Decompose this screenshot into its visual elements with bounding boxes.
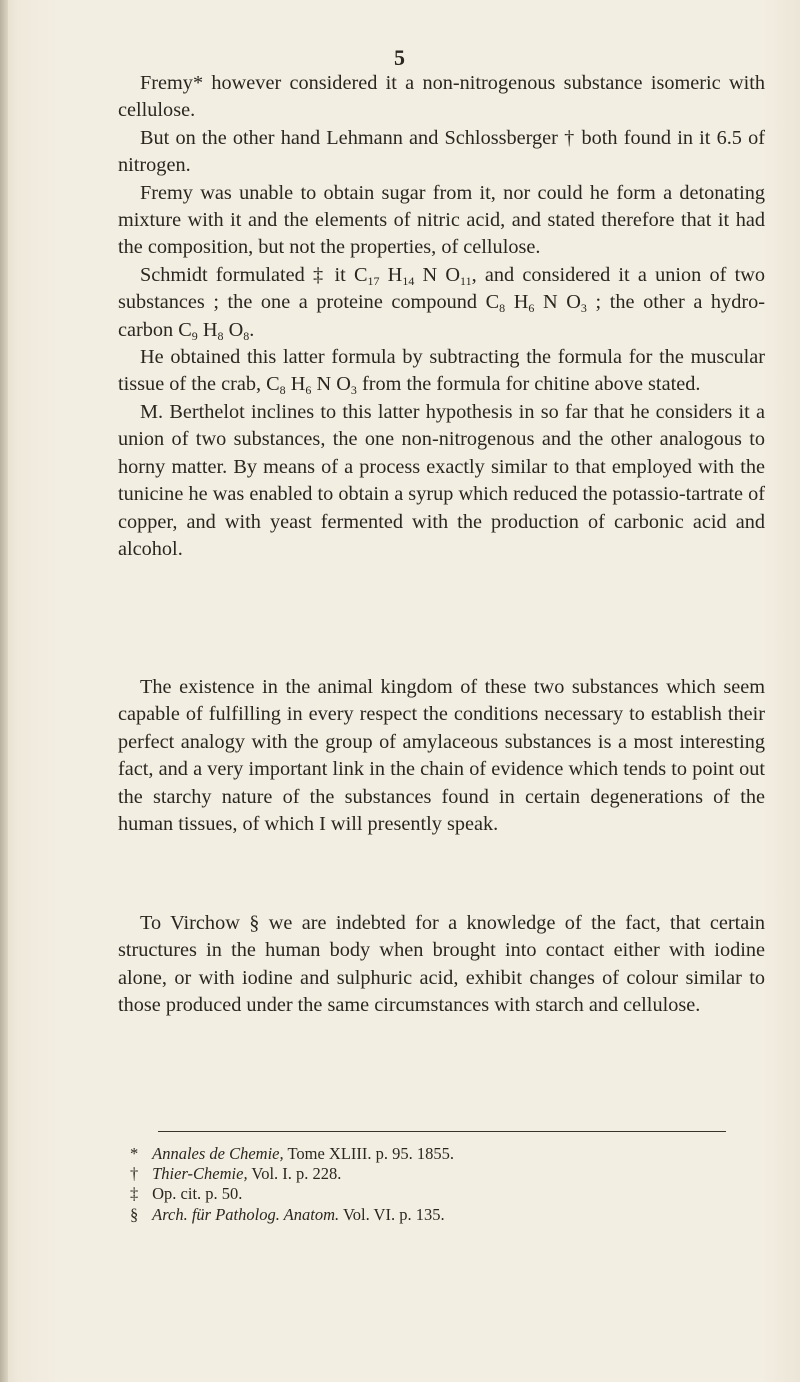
footnote-divider (158, 1131, 726, 1132)
formula-hydrocarbon: $C_9$ $H_8$ $O_8$ (178, 318, 250, 343)
footnote-detail: Op. cit. p. 50. (152, 1184, 243, 1204)
existence-text-block (118, 674, 765, 838)
paragraph-virchow: To Virchow § we are indebted for a knowledge of the fact, that certain structures in the human body when brought into contact either with iodine alone, or with iodine and sulphuric acid, exhibit changes of colour similar to those produced under the same circumstances with starch and cellulose. (118, 912, 765, 1017)
page-edge-shadow (0, 0, 8, 1382)
footnote-detail: Vol. I. p. 228. (251, 1164, 342, 1184)
schmidt-mid-text: , and considered it a union of two substances ; the one a proteine compound (118, 263, 765, 314)
footnote-detail: Tome XLIII. p. 95. 1855. (287, 1144, 455, 1163)
footnote-mark: * (130, 1144, 139, 1163)
page-number: 5 (394, 45, 406, 70)
paragraph-fremy-unable: Fremy was unable to obtain sugar from it, nor could he form a detonating mixture with it and the elements of nitric acid, and stated therefore that it had the composition, but not the properties, of cellulose. (118, 181, 765, 259)
footnote-source: Arch. für Patholog. Anatom. (152, 1204, 340, 1224)
footnote-source: Thier-Chemie, (152, 1164, 248, 1184)
schmidt-sep-text: ; the other a hydro-carbon (118, 291, 765, 341)
footnote-mark: § (130, 1204, 139, 1224)
subtract-end-text: from the formula for chitine above stated. (361, 373, 701, 396)
schmidt-intro-text: Schmidt formulated ‡ it (140, 263, 346, 286)
formula-crab: $C_8$ $H_6$ N $O_3$ (266, 373, 357, 398)
main-text-block (118, 70, 765, 563)
footnote-detail: Vol. VI. p. 135. (342, 1204, 445, 1224)
footnote-source: Annales de Chemie, (152, 1144, 284, 1163)
footnote-archiv (130, 1205, 750, 1225)
footnote-mark: † (130, 1164, 139, 1184)
subtract-start-text: He obtained this latter formula by subtracting the formula for the muscular tissue of the crab, (118, 346, 765, 396)
footnote-mark: ‡ (130, 1184, 139, 1204)
paragraph-fremy-isomeric: Fremy* however considered it a non-nitrogenous substance isomeric with cellulose. (118, 72, 765, 122)
paragraph-berthelot: M. Berthelot inclines to this latter hypothesis in so far that he considers it a union of two substances, the one non-nitrogenous and the other analogous to horny matter. By means of a process exactly similar to that employed with the tunicine he was enabled to obtain a syrup which reduced the potassio-tartrate of copper, and with yeast fermented with the production of carbonic acid and alcohol. (118, 400, 765, 560)
footnote-thier-chemie (130, 1164, 750, 1184)
formula-proteine: $C_8$ $H_6$ N $O_3$ (485, 291, 587, 316)
paragraph-lehmann: But on the other hand Lehmann and Schlossberger † both found in it 6.5 of nitrogen. (118, 126, 765, 177)
schmidt-end-text: . (249, 318, 255, 341)
footnote-op-cit (130, 1184, 750, 1204)
footnote-annales (130, 1144, 750, 1164)
virchow-text-block (118, 910, 765, 1020)
paragraph-schmidt (118, 262, 765, 344)
paragraph-existence: The existence in the animal kingdom of these two substances which seem capable of fulfilling in every respect the conditions necessary to establish their perfect analogy with the group of amylaceous substances is a most interesting fact, and a very important link in the chain of evidence which tends to point out the starchy nature of the substances found in certain degenerations of the human tissues, of which I will presently speak. (118, 676, 765, 836)
footnotes (130, 1144, 750, 1225)
formula-chitine: $C_{17}$ $H_{14}$ N $O_{11}$ (353, 263, 472, 288)
paragraph-subtract (118, 344, 765, 399)
